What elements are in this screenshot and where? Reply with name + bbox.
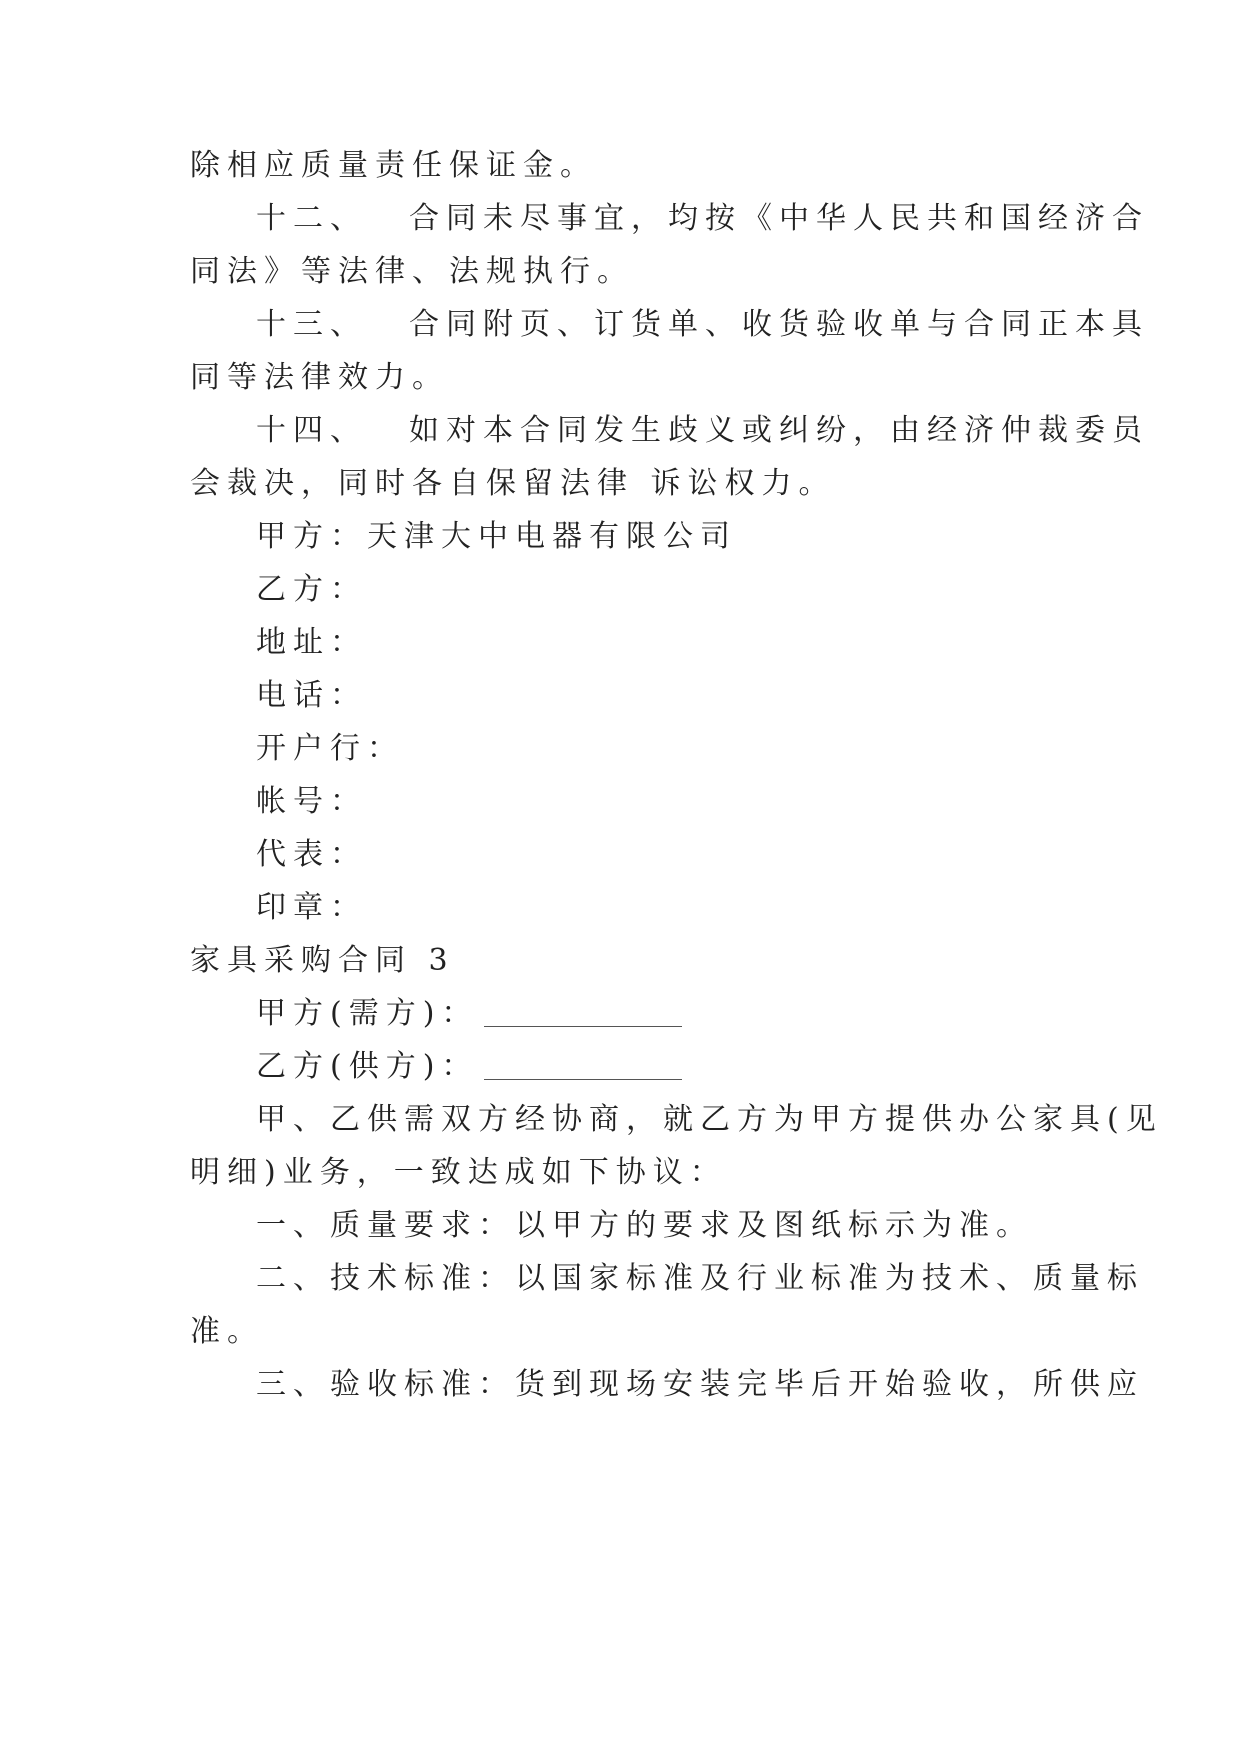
line-text: 同法》等法律、法规执行。 (190, 254, 634, 289)
text-line (190, 252, 634, 292)
line-text: 印章： (256, 890, 367, 925)
party-b-line (256, 570, 367, 610)
clause-number: 十四、 (256, 413, 367, 448)
line-text: 一、质量要求：以甲方的要求及图纸标示为准。 (256, 1208, 1033, 1243)
text-line (256, 1365, 1144, 1405)
line-text: 乙方： (256, 572, 367, 607)
blank-field (484, 996, 682, 1027)
clause-12 (256, 199, 1149, 239)
account-line (256, 782, 367, 822)
representative-line (256, 835, 367, 875)
line-text: 甲、乙供需双方经协商，就乙方为甲方提供办公家具(见 (256, 1102, 1163, 1137)
line-text: 会裁决，同时各自保留法律 诉讼权力。 (190, 466, 836, 501)
line-text: 二、技术标准：以国家标准及行业标准为技术、质量标 (256, 1261, 1144, 1296)
buyer-line (256, 994, 682, 1034)
seal-line (256, 888, 367, 928)
line-text: 电话： (256, 678, 367, 713)
text-line (190, 146, 597, 186)
blank-field (484, 1049, 682, 1080)
line-text: 准。 (190, 1314, 264, 1349)
line-text: 甲方：天津大中电器有限公司 (256, 519, 737, 554)
line-text: 甲方(需方)： (256, 996, 479, 1031)
address-line (256, 623, 367, 663)
line-text: 开户行： (256, 731, 404, 766)
clause-text: 合同未尽事宜，均按《中华人民共和国经济合 (409, 201, 1149, 236)
line-text: 明细)业务，一致达成如下协议： (190, 1155, 727, 1190)
clause-text: 如对本合同发生歧义或纠纷，由经济仲裁委员 (409, 413, 1149, 448)
clause-text: 合同附页、订货单、收货验收单与合同正本具 (409, 307, 1149, 342)
line-text: 家具采购合同 3 (190, 943, 455, 978)
text-line (256, 1206, 1033, 1246)
line-text: 同等法律效力。 (190, 360, 449, 395)
party-a-line (256, 517, 737, 557)
section-title (190, 941, 455, 981)
line-text: 帐号： (256, 784, 367, 819)
supplier-line (256, 1047, 682, 1087)
clause-number: 十二、 (256, 201, 367, 236)
line-text: 除相应质量责任保证金。 (190, 148, 597, 183)
text-line (190, 1153, 727, 1193)
line-text: 地址： (256, 625, 367, 660)
text-line (256, 1259, 1144, 1299)
line-text: 乙方(供方)： (256, 1049, 479, 1084)
text-line (190, 1312, 264, 1352)
text-line (256, 1100, 1163, 1140)
phone-line (256, 676, 367, 716)
clause-14 (256, 411, 1149, 451)
line-text: 代表： (256, 837, 367, 872)
clause-13 (256, 305, 1149, 345)
line-text: 三、验收标准：货到现场安装完毕后开始验收，所供应 (256, 1367, 1144, 1402)
clause-number: 十三、 (256, 307, 367, 342)
text-line (190, 464, 836, 504)
text-line (190, 358, 449, 398)
bank-line (256, 729, 404, 769)
